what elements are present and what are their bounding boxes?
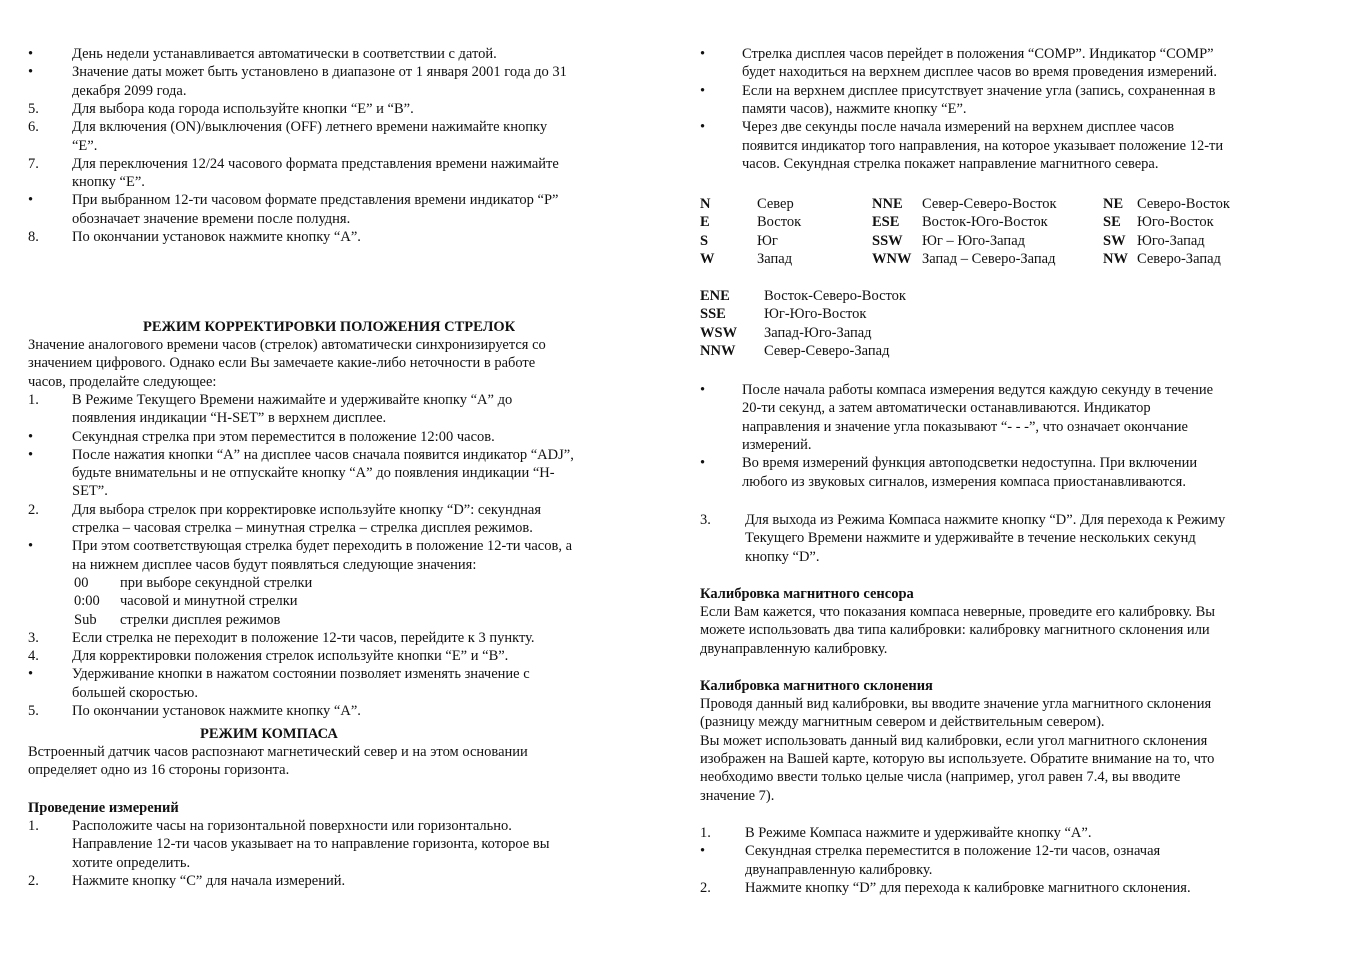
list-item-marker: •	[28, 192, 34, 209]
paragraph-line: двунаправленную калибровку.	[700, 640, 888, 657]
list-item-marker: 1.	[28, 391, 39, 408]
list-item-marker: •	[700, 843, 706, 860]
list-item-text: будет находиться на верхнем дисплее часов во время проведения измерений.	[742, 64, 1217, 81]
list-item-marker: •	[700, 455, 706, 472]
list-item-marker: 7.	[28, 155, 39, 172]
direction-name: Север	[757, 196, 794, 212]
value-desc: при выборе секундной стрелки	[120, 574, 313, 591]
direction-name: Восток-Юго-Восток	[922, 214, 1048, 231]
value-code: Sub	[74, 611, 97, 628]
list-item-text: направления и значение угла показывают “- - -”, что означает окончание	[742, 418, 1188, 435]
list-item-marker: 2.	[700, 879, 711, 896]
list-item-text: После начала работы компаса измерения ведутся каждую секунду в течение	[742, 382, 1214, 398]
list-item-text: День недели устанавливается автоматически в соответствии с датой.	[72, 46, 497, 62]
paragraph-line: можете использовать два типа калибровки: калибровку магнитного склонения или	[700, 622, 1210, 639]
paragraph-line: Если Вам кажется, что показания компаса неверные, проведите его калибровку. Вы	[700, 604, 1216, 620]
list-item-marker: 5.	[28, 100, 39, 117]
list-item-text: Нажмите кнопку “D” для перехода к калибровке магнитного склонения.	[745, 879, 1191, 896]
value-code: 00	[74, 574, 89, 591]
list-item-text: кнопку “D”.	[745, 548, 820, 565]
direction-abbr: ENE	[700, 288, 730, 304]
list-item-marker: •	[28, 428, 34, 445]
section-heading: РЕЖИМ КОРРЕКТИРОВКИ ПОЛОЖЕНИЯ СТРЕЛОК	[143, 319, 516, 335]
direction-abbr: NW	[1103, 250, 1128, 267]
direction-name: Восток	[757, 214, 802, 231]
list-item-marker: 8.	[28, 229, 39, 245]
list-item-text: Направление 12-ти часов указывает на то направление горизонта, которое вы	[72, 836, 550, 853]
list-item-text: Для корректировки положения стрелок используйте кнопки “E” и “B”.	[72, 648, 509, 665]
direction-abbr: NNE	[872, 196, 903, 212]
list-item-text: Для переключения 12/24 часового формата представления времени нажимайте	[72, 155, 559, 172]
subsection-heading: Проведение измерений	[28, 800, 179, 816]
value-desc: часовой и минутной стрелки	[120, 593, 298, 610]
section-heading: РЕЖИМ КОМПАСА	[200, 726, 338, 742]
paragraph-line: часов, проделайте следующее:	[28, 373, 217, 390]
list-item-text: При этом соответствующая стрелка будет переходить в положение 12-ти часов, а	[72, 538, 573, 555]
list-item-marker: 3.	[700, 512, 711, 528]
subsection-heading: Калибровка магнитного склонения	[700, 678, 933, 694]
direction-name: Север-Северо-Восток	[922, 196, 1057, 212]
direction-abbr: N	[700, 196, 711, 212]
list-item-text: Через две секунды после начала измерений на верхнем дисплее часов	[742, 119, 1175, 136]
list-item-text: В Режиме Компаса нажмите и удерживайте кнопку “A”.	[745, 825, 1092, 841]
paragraph-line: Встроенный датчик часов распознают магнетический север и на этом основании	[28, 744, 528, 760]
list-item-marker: 1.	[700, 825, 711, 841]
list-item-marker: 2.	[28, 501, 39, 518]
paragraph-line: необходимо ввести только целые числа (например, угол равен 7.4, вы вводите	[700, 769, 1181, 786]
direction-name: Юг-Юго-Восток	[764, 306, 867, 323]
list-item-text: большей скоростью.	[72, 684, 198, 701]
list-item-text: появится индикатор того направления, на которое указывает положение 12-ти	[742, 137, 1224, 154]
value-desc: стрелки дисплея режимов	[120, 611, 281, 628]
list-item-marker: •	[28, 538, 34, 555]
direction-abbr: NNW	[700, 342, 736, 359]
list-item-text: По окончании установок нажмите кнопку “A”.	[72, 229, 361, 245]
list-item-text: кнопку “E”.	[72, 174, 145, 191]
list-item-text: хотите определить.	[72, 854, 191, 871]
list-item-text: Удерживание кнопки в нажатом состоянии позволяет изменять значение с	[72, 666, 530, 683]
direction-name: Северо-Восток	[1137, 196, 1230, 212]
direction-name: Запад – Северо-Запад	[922, 250, 1056, 267]
list-item-marker: 6.	[28, 119, 39, 136]
list-item-marker: 1.	[28, 818, 39, 834]
list-item-marker: 4.	[28, 648, 39, 665]
list-item-text: памяти часов), нажмите кнопку “E”.	[742, 100, 967, 117]
list-item-marker: •	[28, 64, 34, 81]
direction-abbr: SSW	[872, 232, 903, 249]
direction-name: Восток-Северо-Восток	[764, 288, 906, 304]
value-code: 0:00	[74, 593, 100, 610]
list-item-text: Текущего Времени нажмите и удерживайте в течение нескольких секунд	[745, 530, 1196, 547]
list-item-marker: •	[28, 446, 34, 463]
list-item-marker: 5.	[28, 703, 39, 719]
direction-abbr: ESE	[872, 214, 900, 231]
list-item-text: стрелка – часовая стрелка – минутная стрелка – стрелка дисплея режимов.	[72, 520, 533, 536]
list-item-text: измерений.	[742, 436, 812, 453]
list-item-text: появления индикации “H-SET” в верхнем дисплее.	[72, 410, 387, 427]
list-item-text: обозначает значение времени после полудня.	[72, 210, 351, 227]
list-item-marker: •	[700, 382, 706, 398]
subsection-heading: Калибровка магнитного сенсора	[700, 586, 914, 602]
list-item-text: любого из звуковых сигналов, измерения компаса приостанавливаются.	[742, 473, 1186, 490]
list-item-text: SET”.	[72, 483, 108, 500]
direction-name: Север-Северо-Запад	[764, 342, 890, 359]
list-item-text: Стрелка дисплея часов перейдет в положения “COMP”. Индикатор “COMP”	[742, 46, 1214, 62]
paragraph-line: Вы может использовать данный вид калибровки, если угол магнитного склонения	[700, 732, 1208, 749]
direction-abbr: SSE	[700, 306, 726, 323]
direction-abbr: E	[700, 214, 710, 231]
paragraph-line: определяет одно из 16 стороны горизонта.	[28, 762, 290, 779]
direction-abbr: W	[700, 250, 715, 267]
paragraph-line: (разницу между магнитным севером и действительным севером).	[700, 714, 1105, 731]
direction-name: Юг	[757, 232, 778, 249]
direction-name: Запад	[757, 250, 793, 267]
list-item-text: Секундная стрелка при этом переместится в положение 12:00 часов.	[72, 428, 495, 445]
list-item-marker: •	[28, 666, 34, 683]
direction-abbr: NE	[1103, 196, 1124, 212]
direction-abbr: WSW	[700, 324, 738, 341]
paragraph-line: изображен на Вашей карте, которую вы используете. Обратите внимание на то, что	[700, 750, 1215, 767]
direction-name: Северо-Запад	[1137, 250, 1221, 267]
list-item-text: Если стрелка не переходит в положение 12-ти часов, перейдите к 3 пункту.	[72, 629, 535, 646]
paragraph-line: значением цифрового. Однако если Вы замечаете какие-либо неточности в работе	[28, 355, 536, 372]
list-item-text: После нажатия кнопки “A” на дисплее часов сначала появится индикатор “ADJ”,	[72, 446, 574, 463]
list-item-marker: •	[700, 82, 706, 99]
list-item-text: Расположите часы на горизонтальной поверхности или горизонтально.	[72, 818, 512, 834]
list-item-text: часов. Секундная стрелка покажет направление магнитного севера.	[742, 155, 1159, 172]
direction-name: Юго-Запад	[1137, 232, 1205, 249]
list-item-text: В Режиме Текущего Времени нажимайте и удерживайте кнопку “A” до	[72, 391, 513, 408]
list-item-marker: 3.	[28, 629, 39, 646]
list-item-text: декабря 2099 года.	[72, 82, 187, 99]
direction-name: Юг – Юго-Запад	[922, 232, 1026, 249]
list-item-text: При выбранном 12-ти часовом формате представления времени индикатор “P”	[72, 192, 559, 209]
direction-name: Юго-Восток	[1137, 214, 1214, 231]
list-item-marker: •	[700, 46, 706, 62]
paragraph-line: значение 7).	[700, 787, 775, 804]
list-item-text: Нажмите кнопку “C” для начала измерений.	[72, 872, 346, 889]
list-item-text: Для выхода из Режима Компаса нажмите кнопку “D”. Для перехода к Режиму	[745, 512, 1226, 528]
list-item-text: на нижнем дисплее часов будут появляться следующие значения:	[72, 556, 477, 573]
list-item-text: будьте внимательны и не отпускайте кнопку “A” до появления индикации “H-	[72, 465, 555, 482]
list-item-text: Если на верхнем дисплее присутствует значение угла (запись, сохраненная в	[742, 82, 1216, 99]
direction-name: Запад-Юго-Запад	[764, 324, 872, 341]
list-item-text: “E”.	[72, 137, 98, 154]
direction-abbr: SE	[1103, 214, 1121, 231]
list-item-marker: •	[28, 46, 34, 62]
list-item-text: Для выбора стрелок при корректировке используйте кнопку “D”: секундная	[72, 501, 542, 518]
direction-abbr: WNW	[872, 250, 912, 267]
list-item-text: Секундная стрелка переместится в положение 12-ти часов, означая	[745, 843, 1161, 860]
list-item-marker: •	[700, 119, 706, 136]
list-item-text: Во время измерений функция автоподсветки недоступна. При включении	[742, 455, 1198, 472]
list-item-text: Значение даты может быть установлено в диапазоне от 1 января 2001 года до 31	[72, 64, 567, 81]
direction-abbr: SW	[1103, 232, 1126, 249]
direction-abbr: S	[700, 232, 709, 249]
list-item-text: Для выбора кода города используйте кнопки “E” и “B”.	[72, 100, 414, 117]
list-item-text: 20-ти секунд, а затем автоматически останавливаются. Индикатор	[742, 400, 1151, 417]
list-item-text: двунаправленную калибровку.	[745, 861, 933, 878]
list-item-text: Для включения (ON)/выключения (OFF) летнего времени нажимайте кнопку	[72, 119, 548, 136]
list-item-text: По окончании установок нажмите кнопку “A”.	[72, 703, 361, 719]
paragraph-line: Проводя данный вид калибровки, вы вводите значение угла магнитного склонения	[700, 696, 1212, 712]
paragraph-line: Значение аналогового времени часов (стрелок) автоматически синхронизируется со	[28, 337, 546, 353]
list-item-marker: 2.	[28, 872, 39, 889]
